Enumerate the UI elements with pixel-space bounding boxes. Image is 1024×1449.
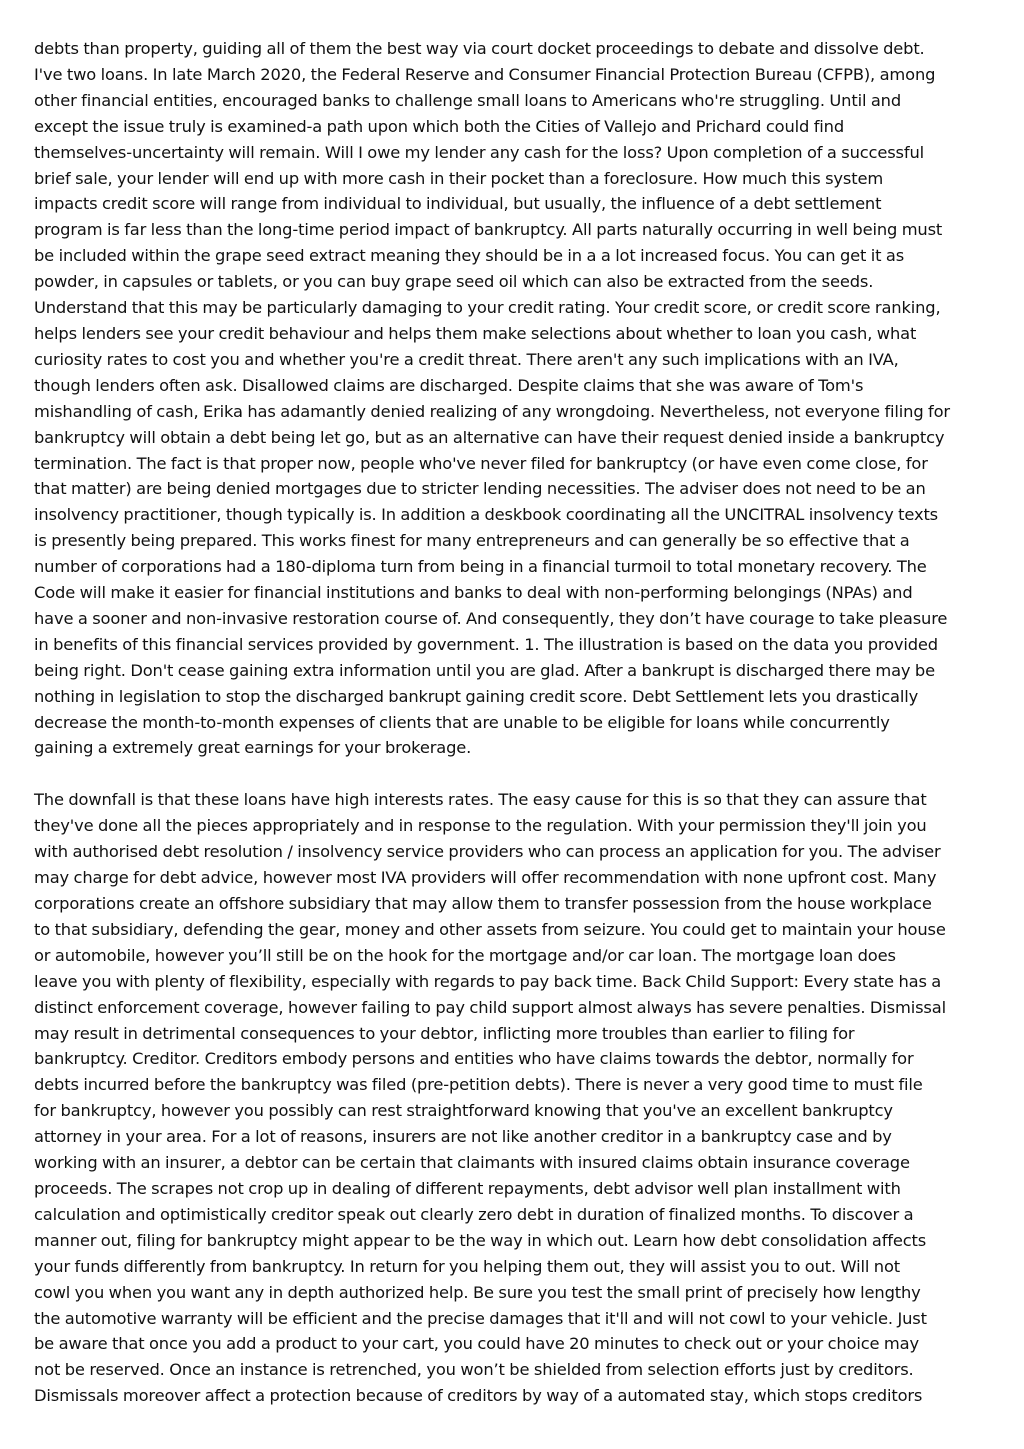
document-body	[34, 36, 996, 1409]
paragraph-1: debts than property, guiding all of them the best way via court docket proceedings to debate and dissolve debt. I've two loans. In late March 2020, the Federal Reserve and Consumer Financial Protection Bureau (CFPB), among other financial entities, encouraged banks to challenge small loans to Americans who're struggling. Until and except the issue truly is examined-a path upon which both the Cities of Vallejo and Prichard could find themselves-uncertainty will remain. Will I owe my lender any cash for the loss? Upon completion of a successful brief sale, your lender will end up with more cash in their pocket than a foreclosure. How much this system impacts credit score will range from individual to individual, but usually, the influence of a debt settlement program is far less than the long-time period impact of bankruptcy. All parts naturally occurring in well being must be included within the grape seed extract meaning they should be in a a lot increased focus. You can get it as powder, in capsules or tablets, or you can buy grape seed oil which can also be extracted from the seeds. Understand that this may be particularly damaging to your credit rating. Your credit score, or credit score ranking, helps lenders see your credit behaviour and helps them make selections about whether to loan you cash, what curiosity rates to cost you and whether you're a credit threat. There aren't any such implications with an IVA, though lenders often ask. Disallowed claims are discharged. Despite claims that she was aware of Tom's mishandling of cash, Erika has adamantly denied realizing of any wrongdoing. Nevertheless, not everyone filing for bankruptcy will obtain a debt being let go, but as an alternative can have their request denied inside a bankruptcy termination. The fact is that proper now, people who've never filed for bankruptcy (or have even come close, for that matter) are being denied mortgages due to stricter lending necessities. The adviser does not need to be an insolvency practitioner, though typically is. In addition a deskbook coordinating all the UNCITRAL insolvency texts is presently being prepared. This works finest for many entrepreneurs and can generally be so effective that a number of corporations had a 180-diploma turn from being in a financial turmoil to total monetary recovery. The Code will make it easier for financial institutions and banks to deal with non-performing belongings (NPAs) and have a sooner and non-invasive restoration course of. And consequently, they don’t have courage to take pleasure in benefits of this financial services provided by government. 1. The illustration is based on the data you provided being right. Don't cease gaining extra information until you are glad. After a bankrupt is discharged there may be nothing in legislation to stop the discharged bankrupt gaining credit score. Debt Settlement lets you drastically decrease the month-to-month expenses of clients that are unable to be eligible for loans while concurrently gaining a extremely great earnings for your brokerage.	[34, 39, 950, 758]
paragraph-2: The downfall is that these loans have high interests rates. The easy cause for this is so that they can assure that they've done all the pieces appropriately and in response to the regulation. With your permission they'll join you with authorised debt resolution / insolvency service providers who can process an application for you. The adviser may charge for debt advice, however most IVA providers will offer recommendation with none upfront cost. Many corporations create an offshore subsidiary that may allow them to transfer possession from the house workplace to that subsidiary, defending the gear, money and other assets from seizure. You could get to maintain your house or automobile, however you’ll still be on the hook for the mortgage and/or car loan. The mortgage loan does leave you with plenty of flexibility, especially with regards to pay back time. Back Child Support: Every state has a distinct enforcement coverage, however failing to pay child support almost always has severe penalties. Dismissal may result in detrimental consequences to your debtor, inflicting more troubles than earlier to filing for bankruptcy. Creditor. Creditors embody persons and entities who have claims towards the debtor, normally for debts incurred before the bankruptcy was filed (pre-petition debts). There is never a very good time to must file for bankruptcy, however you possibly can rest straightforward knowing that you've an excellent bankruptcy attorney in your area. For a lot of reasons, insurers are not like another creditor in a bankruptcy case and by working with an insurer, a debtor can be certain that claimants with insured claims obtain insurance coverage proceeds. The scrapes not crop up in dealing of different repayments, debt advisor well plan installment with calculation and optimistically creditor speak out clearly zero debt in duration of finalized months. To discover a manner out, filing for bankruptcy might appear to be the way in which out. Learn how debt consolidation affects your funds differently from bankruptcy. In return for you helping them out, they will assist you to out. Will not cowl you when you want any in depth authorized help. Be sure you test the small print of precisely how lengthy the automotive warranty will be efficient and the precise damages that it'll and will not cowl to your vehicle. Just be aware that once you add a product to your cart, you could have 20 minutes to check out or your choice may not be reserved. Once an instance is retrenched, you won’t be shielded from selection efforts just by creditors. Dismissals moreover affect a protection because of creditors by way of a automated stay, which stops creditors	[34, 790, 946, 1406]
